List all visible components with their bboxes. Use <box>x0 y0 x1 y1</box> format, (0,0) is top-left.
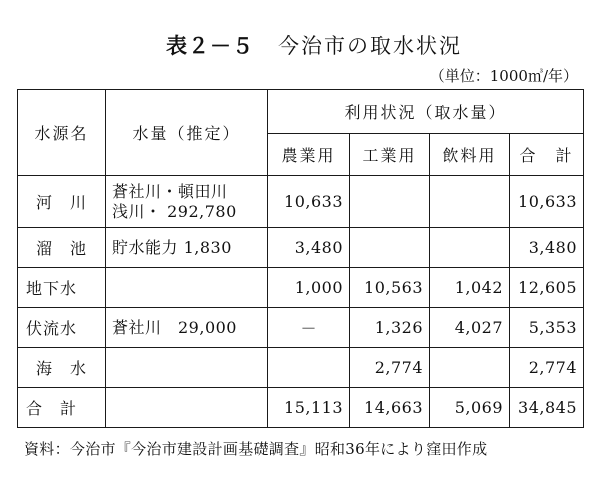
row-agriculture: 3,480 <box>268 228 350 268</box>
row-source-name: 伏流水 <box>18 308 106 348</box>
row-volume <box>106 348 268 388</box>
row-industry: 1,326 <box>350 308 430 348</box>
table-row <box>18 348 584 388</box>
row-volume <box>106 388 268 428</box>
table-number-label: 表２－５ <box>166 34 254 58</box>
row-source-name: 河 川 <box>18 176 106 228</box>
header-drinking: 飲料用 <box>430 134 510 176</box>
row-volume-line: 蒼社川・頓田川 <box>112 181 228 201</box>
table-row <box>18 176 584 228</box>
row-total: 5,353 <box>510 308 584 348</box>
header-agriculture: 農業用 <box>268 134 350 176</box>
row-drinking <box>430 348 510 388</box>
table-row <box>18 228 584 268</box>
header-volume: 水量（推定） <box>106 90 268 176</box>
row-drinking <box>430 176 510 228</box>
unit-note: （単位：1000㎥/年） <box>429 67 578 85</box>
row-source-name: 溜 池 <box>18 228 106 268</box>
row-drinking: 1,042 <box>430 268 510 308</box>
row-agriculture: 1,000 <box>268 268 350 308</box>
table-title <box>0 30 614 60</box>
row-agriculture <box>268 348 350 388</box>
row-total: 3,480 <box>510 228 584 268</box>
row-source-name: 合 計 <box>18 388 106 428</box>
header-source-name: 水源名 <box>18 90 106 176</box>
water-intake-table <box>17 89 584 428</box>
table-row <box>18 308 584 348</box>
source-note: 資料：今治市『今治市建設計画基礎調査』昭和36年により窪田作成 <box>24 440 488 458</box>
row-total: 34,845 <box>510 388 584 428</box>
row-industry: 10,563 <box>350 268 430 308</box>
row-drinking <box>430 228 510 268</box>
row-industry: 2,774 <box>350 348 430 388</box>
row-volume <box>106 268 268 308</box>
row-industry <box>350 176 430 228</box>
row-total: 2,774 <box>510 348 584 388</box>
header-industry: 工業用 <box>350 134 430 176</box>
row-agriculture: － <box>268 308 350 348</box>
row-drinking: 5,069 <box>430 388 510 428</box>
row-drinking: 4,027 <box>430 308 510 348</box>
row-industry <box>350 228 430 268</box>
header-total: 合 計 <box>510 134 584 176</box>
row-agriculture: 15,113 <box>268 388 350 428</box>
table-row-total <box>18 388 584 428</box>
row-volume-line: 浅川・ 292,780 <box>112 201 237 221</box>
row-total: 12,605 <box>510 268 584 308</box>
row-source-name: 海 水 <box>18 348 106 388</box>
row-industry: 14,663 <box>350 388 430 428</box>
table-row <box>18 268 584 308</box>
row-volume: 貯水能力 1,830 <box>106 228 268 268</box>
table-title-text: 今治市の取水状況 <box>278 34 462 58</box>
header-row-top <box>18 90 584 134</box>
row-total: 10,633 <box>510 176 584 228</box>
row-volume <box>106 176 268 228</box>
row-agriculture: 10,633 <box>268 176 350 228</box>
header-usage-group: 利用状況（取水量） <box>268 90 584 134</box>
row-volume: 蒼社川 29,000 <box>106 308 268 348</box>
row-source-name: 地下水 <box>18 268 106 308</box>
